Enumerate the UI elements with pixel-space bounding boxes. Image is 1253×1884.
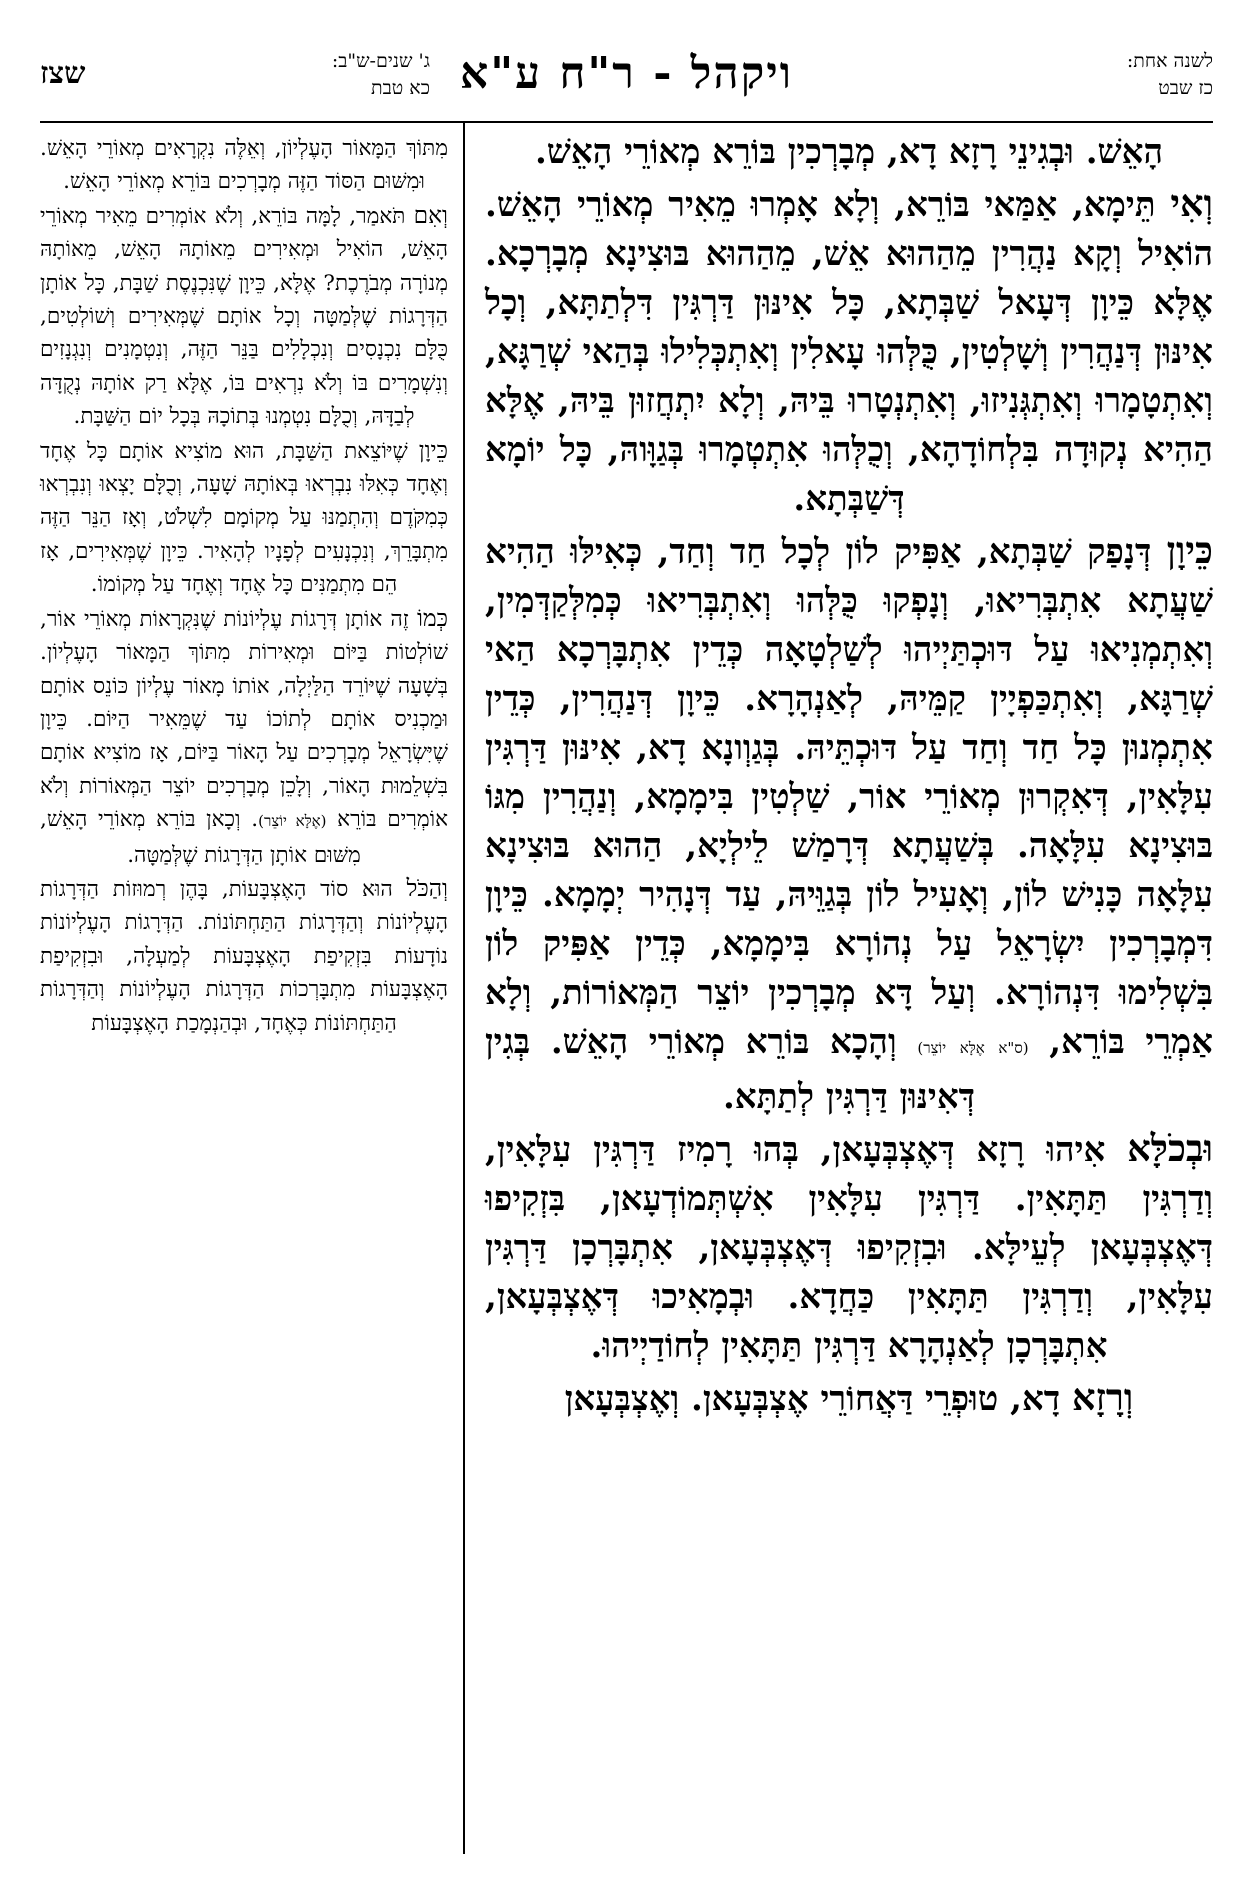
header-left-text bbox=[332, 48, 430, 102]
study-date-one-year: כז שבט bbox=[1158, 77, 1213, 99]
hebrew-paragraph-1 bbox=[40, 132, 448, 199]
paragraph-text-continued: וְהָכָא בּוֹרֵא מְאוֹרֵי הָאֵשׁ. בְּגִין דְּאִינּוּן דַּרְגִּין לְתַתָּא. bbox=[485, 1022, 976, 1117]
paragraph-text: תֵּימָא, אַמַּאי בּוֹרֵא, וְלָא אָמְרוּ מֵאִיר מְאוֹרֵי הָאֵשׁ. הוֹאִיל וְקָא נַהֲרִין מֵהַהוּא אֵשׁ, מֵהַהוּא בּוּצִינָא מְבָרְכָא. אֶלָּא כֵּיוָן דְּעָאל שַׁבְּתָא, כָּל אִינּוּן דַּרְגִּין דִּלְתַתָּא, וְכָל אִינּוּן דְּנַהֲרִין וְשָׁלְטִין, כֻּלְּהוּ עָאלִין וְאִתְכְּלִילוּ בְּהַאי שְׁרַגָּא, וְאִתְטָמָרוּ וְאִתְגְּנִיזוּ, וְאִתְנְטָרוּ בֵּיהּ, וְלָא יִתְחֲזוּן בֵּיהּ, אֶלָּא הַהִיא נְקוּדָה בִּלְחוֹדָהָא, וְכֻלְּהוּ אִתְטְמָרוּ בְּגַוָּוהּ, כָּל יוֹמָא דְּשַׁבְּתָא. bbox=[485, 185, 1213, 519]
aramaic-paragraph-4 bbox=[485, 1124, 1213, 1371]
hebrew-paragraph-3 bbox=[40, 434, 448, 602]
aramaic-column bbox=[485, 128, 1213, 1426]
paragraph-text: אִיהוּ רָזָא דְּאֶצְבְּעָאן, בְּהוּ רָמִיז דַּרְגִּין עִלָּאִין, וְדַרְגִּין תַּתָּאִין. דַּרְגִּין עִלָּאִין אִשְׁתְּמוֹדְעָאן, בִּזְקִיפוּ דְּאֶצְבְּעָאן לְעֵילָּא. וּבִזְקִיפוּ דְּאֶצְבְּעָאן, אִתְבָּרְכָן דַּרְגִּין עִלָּאִין, וְדַרְגִּין תַּתָּאִין כַּחֲדָא. וּבְמָאִיכוּ דְּאֶצְבְּעָאן, אִתְבָּרְכָן לְאַנְהָרָא דַּרְגִּין תַּתָּאִין לְחוֹדַיְיהוּ. bbox=[485, 1130, 1213, 1366]
paragraph-opener: וְרָזָא bbox=[1072, 1376, 1134, 1419]
paragraph-text: דְּנָפַק שַׁבְּתָא, אַפִּיק לוֹן לְכָל חַד וְחַד, כְּאִילּוּ הַהִיא שַׁעֲתָא אִתְבְּרִיאוּ, וְנָפְקוּ כֻּלְּהוּ וְאִתְבְּרִיאוּ כְּמִלְּקַדְּמִין, וְאִתְמְנִיאוּ עַל דּוּכְתַּיְיהוּ לְשַׁלְטָאָה כְּדֵין אִתְבָּרְכָא הַאי שְׁרַגָּא, וְאִתְכַּפְיָין קַמֵּיהּ, לְאַנְהָרָא. כֵּיוָן דְּנַהֲרִין, כְּדֵין אִתְמְנוּן כָּל חַד וְחַד עַל דּוּכְתֵּיהּ. בְּגַוְונָא דָא, אִינּוּן דַּרְגִּין עִלָּאִין, דְּאִקְרוּן מְאוֹרֵי אוֹר, שַׁלְטִין בִּימָמָא, וְנַהֲרִין מִגּוֹ בּוּצִינָא עִלָּאָה. בְּשַׁעֲתָא דְּרָמַשׁ לֵילְיָא, הַהוּא בּוּצִינָא עִלָּאָה כָּנִישׁ לוֹן, וְאָעִיל לוֹן בְּגַוֵּיהּ, עַד דְּנָהִיר יְמָמָא. כֵּיוָן דִּמְבָרְכִין יִשְׂרָאֵל עַל נְהוֹרָא בִּימָמָא, כְּדֵין אַפִּיק לוֹן בִּשְׁלִימוּ דִּנְהוֹרָא. וְעַל דָּא מְבָרְכִין יוֹצֵר הַמְּאוֹרוֹת, וְלָא אַמְרֵי בּוֹרֵא, bbox=[485, 532, 1214, 1062]
column-divider bbox=[463, 121, 465, 1854]
hebrew-translation-column bbox=[40, 132, 448, 1040]
paragraph-text: שֶׁיּוֹצֵאת הַשַּׁבָּת, הוּא מוֹצִיא אוֹתָם כָּל אֶחָד וְאֶחָד כְּאִלּוּ נִבְרְאוּ בְּאוֹתָהּ שָׁעָה, וְכֻלָּם יָצְאוּ וְנִבְרְאוּ כְּמִקֹּדֶם וְהִתְמַנּוּ עַל מְקוֹמָם לִשְׁלֹט, וְאָז הַנֵּר הַזֶּה מִתְבָּרֵךְ, וְנִכְנָעִים לְפָנָיו לְהָאִיר. כֵּיוָן שֶׁמְּאִירִים, אָז הֵם מִתְמַנִּים כָּל אֶחָד וְאֶחָד עַל מְקוֹמוֹ. bbox=[40, 438, 448, 598]
page-header bbox=[40, 48, 1213, 120]
paragraph-text: מִתּוֹךְ הַמָּאוֹר הָעֶלְיוֹן, וְאֵלֶּה נִקְרָאִים מְאוֹרֵי הָאֵשׁ. וּמִשּׁוּם הַסּוֹד הַזֶּה מְבָרְכִים בּוֹרֵא מְאוֹרֵי הָאֵשׁ. bbox=[40, 136, 448, 195]
aramaic-paragraph-3 bbox=[485, 526, 1213, 1122]
page-number: שצז bbox=[40, 56, 86, 91]
study-cycle-one-year: לשנה אחת: bbox=[1126, 50, 1213, 72]
paragraph-text: תֹּאמַר, לָמָּה בּוֹרֵא, וְלֹא אוֹמְרִים מֵאִיר מְאוֹרֵי הָאֵשׁ, הוֹאִיל וּמְאִירִים מֵאוֹתָהּ הָאֵשׁ, מֵאוֹתָהּ מְנוֹרָה מְבֹרֶכֶת? אֶלָּא, כֵּיוָן שֶׁנִּכְנֶסֶת שַׁבָּת, כָּל אוֹתָן הַדְּרָגוֹת שֶׁלְּמַטָּה וְכָל אוֹתָם שֶׁמְּאִירִים וְשׁוֹלְטִים, כֻּלָּם נִכְנָסִים וְנִכְלָלִים בַּנֵּר הַזֶּה, וְנִטְמָנִים וְנִגְנָזִים וְנִשְׁמָרִים בּוֹ וְלֹא נִרְאִים בּוֹ, אֶלָּא רַק אוֹתָהּ נְקֻדָּה לְבַדָּהּ, וְכֻלָּם נִטְמְנוּ בְּתוֹכָהּ בְּכָל יוֹם הַשַּׁבָּת. bbox=[40, 203, 448, 430]
paragraph-text-continued: . וְכָאן בּוֹרֵא מְאוֹרֵי הָאֵשׁ, מִשּׁוּם אוֹתָן הַדְּרָגוֹת שֶׁלְּמַטָּה. bbox=[40, 807, 361, 868]
paragraph-opener: וּבְכֹלָּא bbox=[1127, 1127, 1213, 1170]
paragraph-opener: וְאִם bbox=[413, 201, 448, 229]
paragraph-text: הוּא סוֹד הָאֶצְבָּעוֹת, בָּהֶן רְמוּזוֹת הַדְּרָגוֹת הָעֶלְיוֹנוֹת וְהַדְּרָגוֹת הַתַּחְתּוֹנוֹת. הַדְּרָגוֹת הָעֶלְיוֹנוֹת נוֹדָעוֹת בִּזְקִיפַת הָאֶצְבָּעוֹת לְמַעְלָה, וּבִזְקִיפַת הָאֶצְבָּעוֹת מִתְבָּרְכוֹת הַדְּרָגוֹת הָעֶלְיוֹנוֹת וְהַדְּרָגוֹת הַתַּחְתּוֹנוֹת כְּאֶחָד, וּבְהַנְמָכַת הָאֶצְבָּעוֹת bbox=[40, 876, 448, 1036]
variant-note: (אֶלָּא יוֹצֵר) bbox=[258, 812, 327, 831]
paragraph-opener: כֵּיוָן bbox=[418, 436, 448, 464]
hebrew-paragraph-5 bbox=[40, 872, 448, 1040]
paragraph-opener: וְהַכֹּל bbox=[406, 874, 448, 902]
header-rule bbox=[40, 121, 1213, 123]
paragraph-opener: כֵּיוָן bbox=[1166, 529, 1213, 572]
paragraph-opener: וְאִי bbox=[1170, 182, 1213, 225]
hebrew-paragraph-2 bbox=[40, 199, 448, 434]
paragraph-text: הָאֵשׁ. וּבְגִינֵי רָזָא דָא, מְבָרְכִין בּוֹרֵא מְאוֹרֵי הָאֵשׁ. bbox=[534, 132, 1164, 172]
aramaic-paragraph-1 bbox=[485, 128, 1213, 177]
page-title: ויקהל - ר"ח ע"א bbox=[459, 48, 794, 99]
study-date-three-years: כא טבת bbox=[371, 77, 430, 99]
aramaic-paragraph-5 bbox=[485, 1373, 1213, 1424]
paragraph-text: זֶה אוֹתָן דְּרָגוֹת עֶלְיוֹנוֹת שֶׁנִּקְרָאוֹת מְאוֹרֵי אוֹר, שׁוֹלְטוֹת בַּיּוֹם וּמְאִירוֹת מִתּוֹךְ הַמָּאוֹר הָעֶלְיוֹן. בְּשָׁעָה שֶׁיּוֹרֵד הַלַּיְלָה, אוֹתוֹ מָאוֹר עֶלְיוֹן כּוֹנֵס אוֹתָם וּמַכְנִיס אוֹתָם לְתוֹכוֹ עַד שֶׁמֵּאִיר הַיּוֹם. כֵּיוָן שֶׁיִּשְׂרָאֵל מְבָרְכִים עַל הָאוֹר בַּיּוֹם, אָז מוֹצִיא אוֹתָם בִּשְׁלֵמוּת הָאוֹר, וְלָכֵן מְבָרְכִים יוֹצֵר הַמְּאוֹרוֹת וְלֹא אוֹמְרִים בּוֹרֵא bbox=[40, 606, 448, 833]
aramaic-paragraph-2 bbox=[485, 179, 1213, 524]
variant-note: (ס"א אֶלָּא יוֹצֵר) bbox=[917, 1039, 1029, 1057]
paragraph-text: דָא, טוּפְרֵי דַּאֲחוֹרֵי אֶצְבְּעָאן. וְאֶצְבְּעָאן bbox=[564, 1379, 1072, 1419]
header-left bbox=[40, 48, 430, 110]
paragraph-opener: כְּמוֹ bbox=[416, 604, 448, 632]
study-cycle-three-years: ג' שנים-ש"ב: bbox=[331, 50, 430, 72]
hebrew-paragraph-4 bbox=[40, 602, 448, 872]
